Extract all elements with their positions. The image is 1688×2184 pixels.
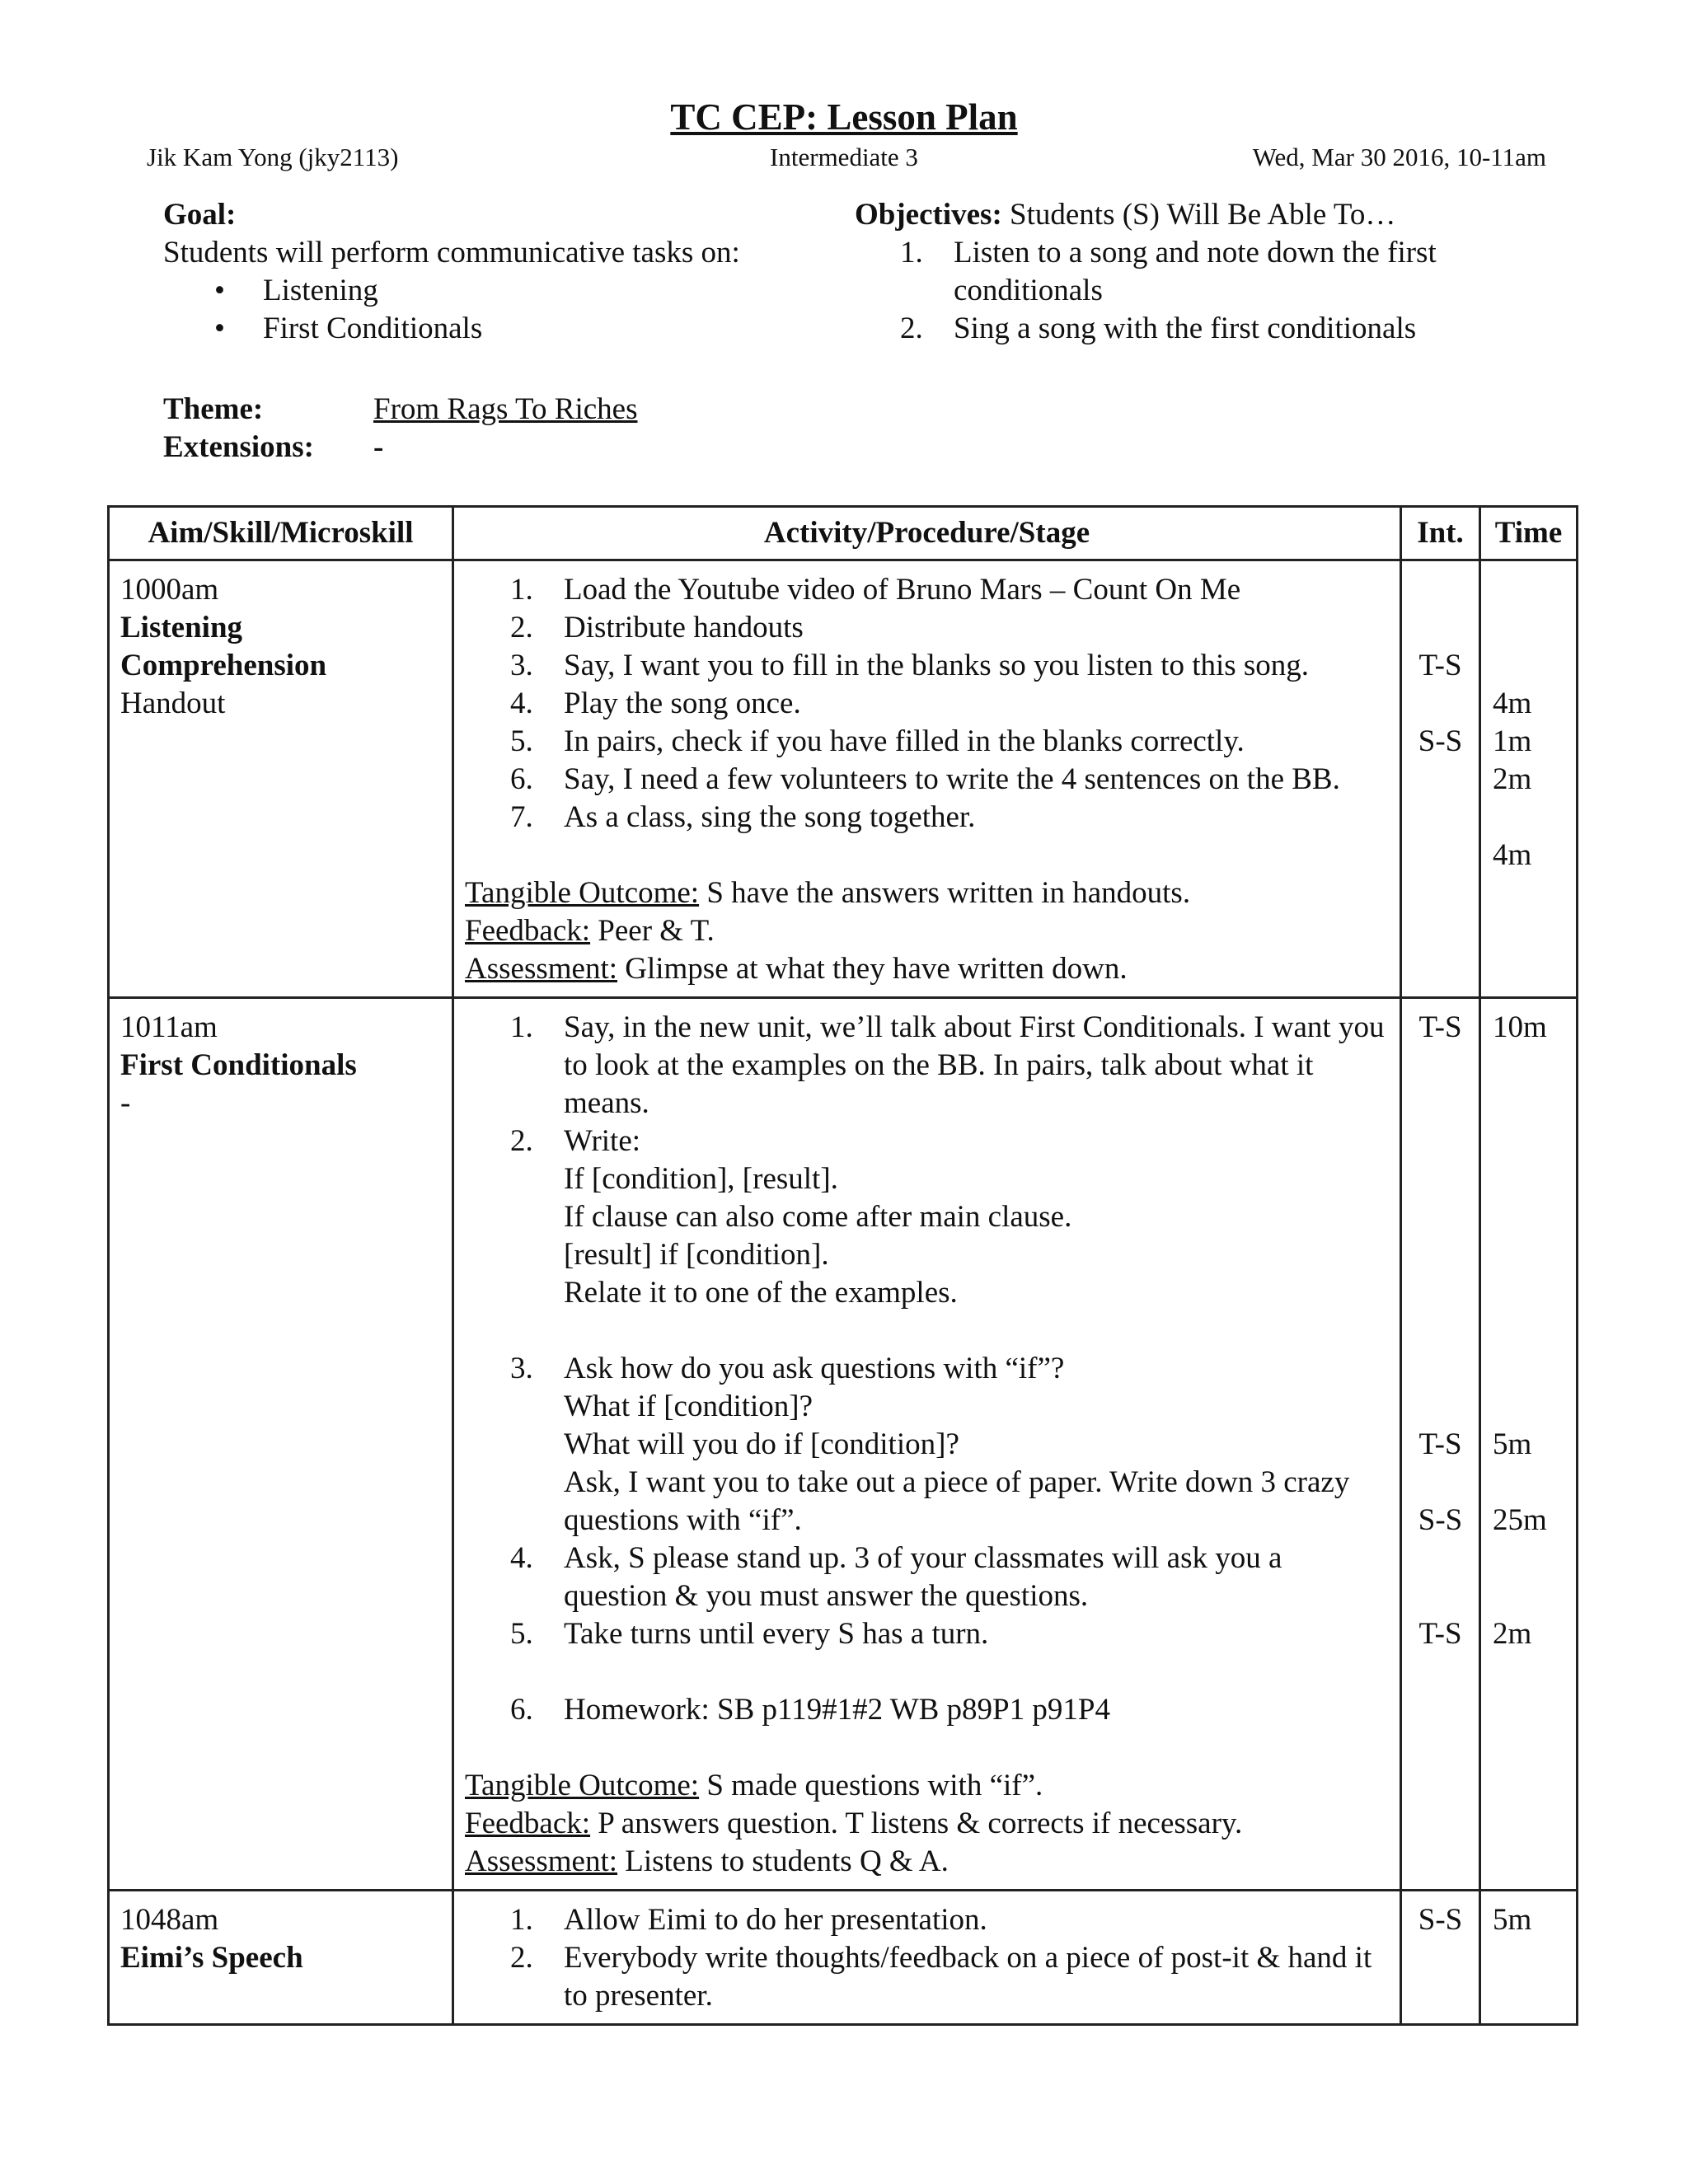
aim-cell	[109, 560, 453, 998]
int-value: S-S	[1418, 724, 1463, 758]
aim-cell	[109, 998, 453, 1891]
step: 6. Say, I need a few volunteers to write the 4 sentences on the BB.	[510, 762, 1340, 796]
header-time: Time	[1480, 507, 1578, 560]
activity-cell	[453, 1891, 1401, 2025]
time-value: 4m	[1493, 687, 1532, 720]
author: Jik Kam Yong (jky2113)	[147, 143, 399, 171]
theme-section	[163, 391, 637, 466]
step: 7. As a class, sing the song together.	[510, 800, 976, 834]
feedback: Feedback: P answers question. T listens & corrects if necessary.	[465, 1807, 1243, 1840]
row-microskill: -	[120, 1086, 131, 1120]
feedback: Feedback: Peer & T.	[465, 914, 715, 948]
extensions-label: Extensions:	[163, 430, 314, 464]
step: 1. Load the Youtube video of Bruno Mars – Count On Me	[510, 573, 1241, 607]
time-value: 2m	[1493, 1617, 1532, 1651]
objectives-label: Objectives:	[855, 198, 1002, 232]
step: 2. Everybody write thoughts/feedback on a piece of post-it & hand it to presenter.	[510, 1941, 1372, 2013]
activity-cell	[453, 998, 1401, 1891]
step: 1. Allow Eimi to do her presentation.	[510, 1903, 987, 1937]
int-cell	[1401, 560, 1480, 998]
int-value: S-S	[1418, 1503, 1463, 1537]
goal-section	[163, 196, 823, 348]
tangible-outcome: Tangible Outcome: S have the answers written in handouts.	[465, 876, 1191, 910]
header-activity: Activity/Procedure/Stage	[453, 507, 1401, 560]
assessment: Assessment: Listens to students Q & A.	[465, 1844, 949, 1878]
step: 1. Say, in the new unit, we’ll talk about First Conditionals. I want you to look at the examples on the BB. In pairs, talk about what it means.	[510, 1010, 1385, 1120]
page-title: TC CEP: Lesson Plan	[670, 96, 1018, 138]
row-time: 1048am	[120, 1903, 219, 1937]
time-cell	[1480, 998, 1578, 1891]
tangible-outcome: Tangible Outcome: S made questions with “if”.	[465, 1769, 1043, 1802]
time-value: 4m	[1493, 838, 1532, 872]
objectives-section	[855, 196, 1514, 348]
step: 5. In pairs, check if you have filled in the blanks correctly.	[510, 724, 1245, 758]
theme-label: Theme:	[163, 392, 264, 426]
int-value: T-S	[1418, 649, 1462, 682]
row-time: 1011am	[120, 1010, 218, 1044]
int-value: T-S	[1418, 1617, 1462, 1651]
step: 4. Ask, S please stand up. 3 of your classmates will ask you a question & you must answer the questions.	[510, 1541, 1282, 1613]
goal-item: • First Conditionals	[163, 310, 823, 348]
table-row	[109, 560, 1578, 998]
row-aim: Eimi’s Speech	[120, 1941, 303, 1975]
objectives-label-rest: Students (S) Will Be Able To…	[1010, 198, 1396, 232]
row-microskill: Handout	[120, 687, 226, 720]
time-value: 2m	[1493, 762, 1532, 796]
lesson-date: Wed, Mar 30 2016, 10-11am	[1252, 143, 1546, 171]
header-aim: Aim/Skill/Microskill	[109, 507, 453, 560]
time-value: 1m	[1493, 724, 1532, 758]
table-row	[109, 1891, 1578, 2025]
row-aim: Listening Comprehension	[120, 611, 327, 682]
theme-value: From Rags To Riches	[373, 392, 638, 426]
step: 6. Homework: SB p119#1#2 WB p89P1 p91P4	[510, 1693, 1110, 1727]
step: 4. Play the song once.	[510, 687, 801, 720]
assessment: Assessment: Glimpse at what they have written down.	[465, 952, 1128, 986]
int-cell	[1401, 998, 1480, 1891]
step: 5. Take turns until every S has a turn.	[510, 1617, 989, 1651]
step: 2. Write: If [condition], [result]. If clause can also come after main clause. [result] if [condition]. Relate it to one of the examples.	[510, 1124, 1072, 1310]
row-aim: First Conditionals	[120, 1048, 357, 1082]
step: 2. Distribute handouts	[510, 611, 804, 644]
objective-item: 1. Listen to a song and note down the first conditionals	[900, 236, 1437, 307]
class-level: Intermediate 3	[770, 143, 918, 171]
int-value: T-S	[1418, 1427, 1462, 1461]
time-value: 10m	[1493, 1010, 1547, 1044]
header-int: Int.	[1401, 507, 1480, 560]
step: 3. Ask how do you ask questions with “if”? What if [condition]? What will you do if [condition]? Ask, I want you to take out a piece of paper. Write down 3 crazy questions with “if”.	[510, 1352, 1350, 1537]
time-value: 25m	[1493, 1503, 1547, 1537]
goal-item: • Listening	[163, 272, 823, 310]
objective-item: 2. Sing a song with the first conditionals	[900, 312, 1417, 345]
table-header-row	[109, 507, 1578, 560]
step: 3. Say, I want you to fill in the blanks so you listen to this song.	[510, 649, 1310, 682]
time-value: 5m	[1493, 1903, 1532, 1937]
int-cell	[1401, 1891, 1480, 2025]
table-row	[109, 998, 1578, 1891]
aim-cell	[109, 1891, 453, 2025]
lesson-plan-table	[107, 505, 1578, 2026]
time-value: 5m	[1493, 1427, 1532, 1461]
row-time: 1000am	[120, 573, 219, 607]
time-cell	[1480, 560, 1578, 998]
goal-text: Students will perform communicative tasks on:	[163, 236, 740, 269]
time-cell	[1480, 1891, 1578, 2025]
int-value: T-S	[1418, 1010, 1462, 1044]
int-value: S-S	[1418, 1903, 1463, 1937]
activity-cell	[453, 560, 1401, 998]
goal-label: Goal:	[163, 198, 237, 232]
extensions-value: -	[373, 430, 384, 464]
